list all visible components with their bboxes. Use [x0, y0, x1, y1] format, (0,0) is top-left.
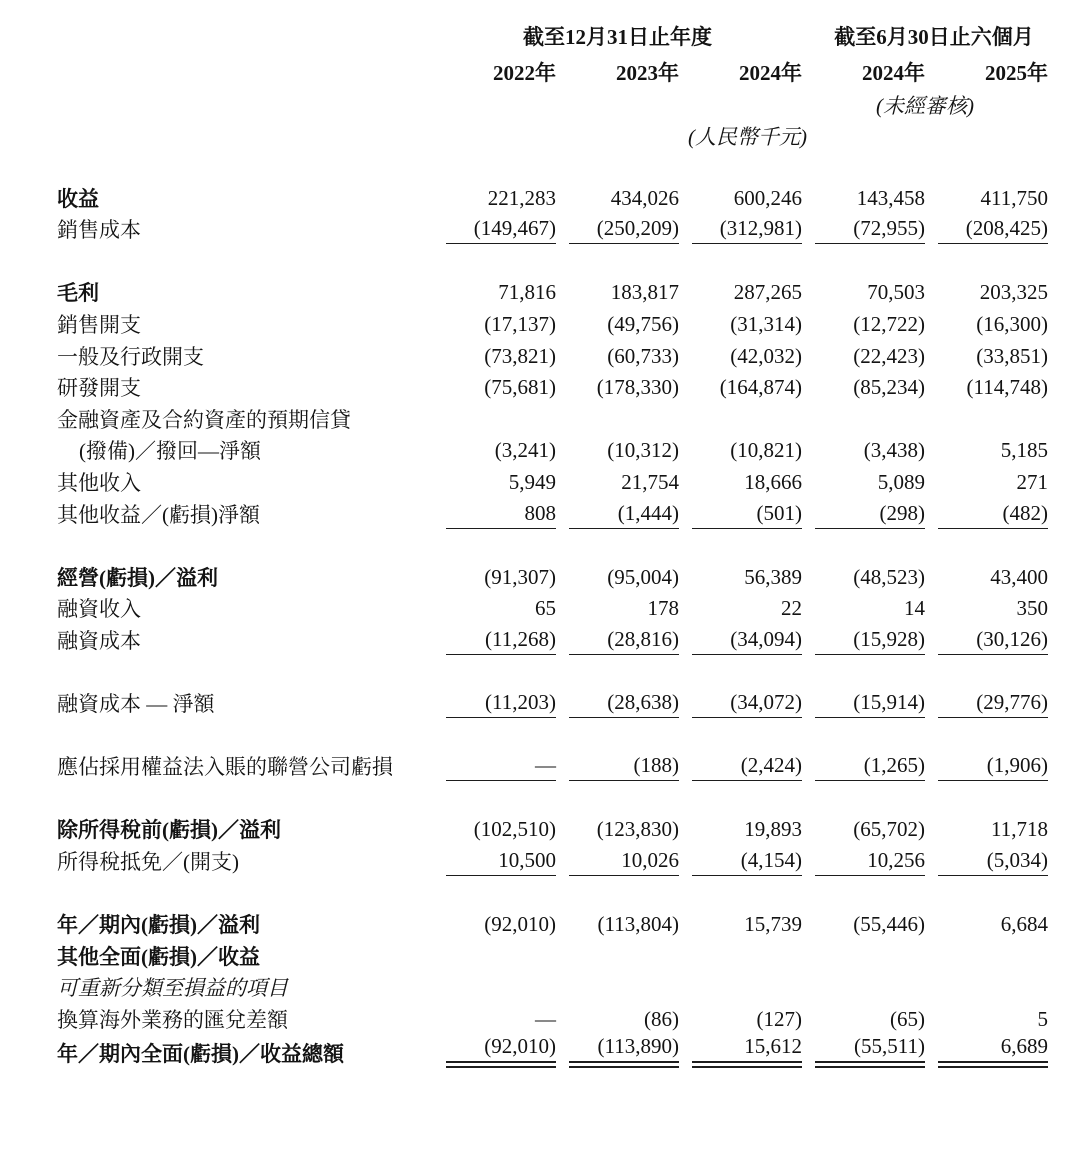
row-label: 融資收入	[57, 597, 141, 622]
row-label: 其他收益／(虧損)淨額	[57, 502, 260, 527]
cell-text: 15,612	[692, 1034, 802, 1068]
cell-text: (22,423)	[853, 343, 925, 368]
cell-value	[433, 465, 556, 497]
cell-text: (72,955)	[815, 216, 925, 244]
cell-value	[802, 1002, 925, 1034]
table-row	[57, 434, 1048, 466]
cell-text: (178,330)	[596, 375, 679, 400]
interim-period-header: 截至6月30日止六個月	[834, 25, 1034, 49]
cell-value	[433, 371, 556, 403]
cell-text: 287,265	[733, 280, 802, 305]
cell-text: (42,032)	[730, 343, 802, 368]
cell-text: 5,089	[877, 469, 925, 494]
row-label: 所得稅抵免／(開支)	[57, 850, 239, 875]
row-label: 研發開支	[57, 376, 141, 401]
cell-value	[433, 844, 556, 876]
cell-value	[925, 687, 1048, 719]
table-row	[57, 623, 1048, 655]
row-label: 可重新分類至損益的項目	[57, 976, 288, 1001]
cell-text	[446, 978, 556, 1002]
cell-value	[679, 592, 802, 624]
cell-text: (298)	[815, 501, 925, 529]
cell-value	[925, 371, 1048, 403]
cell-value	[433, 592, 556, 624]
cell-value	[679, 339, 802, 371]
cell-value	[802, 908, 925, 940]
cell-value	[925, 971, 1048, 1003]
year-header-2023: 2023年	[616, 61, 679, 85]
cell-value	[679, 560, 802, 592]
cell-value	[679, 750, 802, 782]
row-label: 換算海外業務的匯兌差額	[57, 1008, 288, 1033]
cell-text: (48,523)	[853, 564, 925, 589]
cell-text: 70,503	[867, 280, 925, 305]
cell-value	[556, 1002, 679, 1034]
cell-value	[556, 307, 679, 339]
cell-text: (501)	[692, 501, 802, 529]
table-row	[57, 971, 1048, 1003]
row-label: (撥備)／撥回—淨額	[79, 439, 261, 464]
cell-text: 19,893	[744, 817, 802, 842]
currency-unit-note: (人民幣千元)	[688, 125, 807, 149]
cell-value	[925, 497, 1048, 529]
cell-value	[679, 1034, 802, 1068]
cell-value	[679, 276, 802, 308]
row-label: 銷售開支	[57, 312, 141, 337]
cell-text: 71,816	[498, 280, 556, 305]
cell-text: 350	[1016, 596, 1048, 621]
table-row	[57, 307, 1048, 339]
cell-value	[433, 339, 556, 371]
cell-text: (65,702)	[853, 817, 925, 842]
cell-value	[679, 371, 802, 403]
cell-value	[679, 939, 802, 971]
cell-value	[556, 1034, 679, 1068]
cell-text: (127)	[756, 1007, 802, 1032]
table-row	[57, 750, 1048, 782]
cell-value	[802, 623, 925, 655]
cell-text	[692, 947, 802, 971]
cell-value	[556, 971, 679, 1003]
cell-value	[802, 465, 925, 497]
cell-text: 5,949	[508, 469, 556, 494]
cell-value	[679, 687, 802, 719]
header-gap	[57, 151, 1048, 181]
cell-value	[802, 750, 925, 782]
cell-value	[802, 971, 925, 1003]
cell-value	[802, 939, 925, 971]
cell-value	[925, 560, 1048, 592]
cell-text	[569, 978, 679, 1002]
cell-value	[556, 276, 679, 308]
row-label: 毛利	[57, 281, 99, 306]
unaudited-note: (未經審核)	[876, 94, 974, 118]
cell-value	[925, 592, 1048, 624]
table-row	[57, 213, 1048, 245]
cell-value	[433, 307, 556, 339]
row-label: 收益	[57, 186, 99, 211]
cell-value	[679, 844, 802, 876]
cell-text: (12,722)	[853, 311, 925, 336]
cell-text: (113,890)	[569, 1034, 679, 1068]
cell-text	[569, 947, 679, 971]
cell-text: (114,748)	[966, 375, 1048, 400]
cell-value	[556, 592, 679, 624]
row-label: 一般及行政開支	[57, 344, 204, 369]
cell-value	[802, 844, 925, 876]
cell-value	[556, 908, 679, 940]
cell-value	[433, 560, 556, 592]
cell-value	[925, 939, 1048, 971]
cell-value	[556, 750, 679, 782]
annual-period-header: 截至12月31日止年度	[523, 25, 712, 49]
year-header-2024: 2024年	[739, 61, 802, 85]
cell-value	[925, 465, 1048, 497]
cell-value	[433, 687, 556, 719]
cell-text: (15,914)	[815, 690, 925, 718]
cell-text	[938, 410, 1048, 434]
cell-value	[802, 213, 925, 245]
cell-text: (75,681)	[484, 375, 556, 400]
cell-value	[433, 497, 556, 529]
cell-value	[679, 813, 802, 845]
cell-text: 10,026	[569, 848, 679, 876]
cell-value	[556, 844, 679, 876]
cell-text: (123,830)	[596, 817, 679, 842]
cell-text	[446, 410, 556, 434]
cell-text: 21,754	[621, 469, 679, 494]
cell-text	[569, 410, 679, 434]
cell-text: (1,444)	[569, 501, 679, 529]
cell-text	[692, 410, 802, 434]
cell-text: —	[446, 753, 556, 781]
header-spacer	[57, 87, 802, 120]
cell-text: 6,684	[1000, 912, 1048, 937]
cell-text: (10,312)	[607, 438, 679, 463]
cell-value	[433, 750, 556, 782]
cell-text: (28,816)	[569, 627, 679, 655]
cell-value	[556, 213, 679, 245]
cell-text: (55,511)	[815, 1034, 925, 1068]
cell-value	[679, 213, 802, 245]
cell-text: (28,638)	[569, 690, 679, 718]
cell-value	[925, 402, 1048, 434]
cell-value	[925, 434, 1048, 466]
spacer-row	[57, 718, 1048, 750]
cell-value	[433, 1034, 556, 1068]
year-header-row	[57, 51, 1048, 87]
cell-value	[679, 434, 802, 466]
cell-text: (91,307)	[484, 564, 556, 589]
cell-text: 183,817	[610, 280, 679, 305]
cell-text: 6,689	[938, 1034, 1048, 1068]
cell-text: (250,209)	[569, 216, 679, 244]
cell-value	[925, 908, 1048, 940]
cell-value	[433, 939, 556, 971]
cell-value	[433, 813, 556, 845]
year-header-2022: 2022年	[493, 61, 556, 85]
table-row	[57, 465, 1048, 497]
cell-value	[433, 1002, 556, 1034]
cell-text: (149,467)	[446, 216, 556, 244]
cell-text	[446, 947, 556, 971]
cell-value	[556, 465, 679, 497]
cell-text: (30,126)	[938, 627, 1048, 655]
row-label: 融資成本 — 淨額	[57, 692, 215, 717]
table-row	[57, 1034, 1048, 1068]
table-row	[57, 813, 1048, 845]
row-label: 應佔採用權益法入賬的聯營公司虧損	[57, 755, 393, 780]
cell-value	[556, 181, 679, 213]
cell-text: 5	[1037, 1007, 1048, 1032]
cell-value	[802, 402, 925, 434]
cell-value	[556, 371, 679, 403]
year-header-2025-interim: 2025年	[985, 61, 1048, 85]
table-header	[57, 14, 1048, 181]
cell-value	[925, 623, 1048, 655]
cell-text: (31,314)	[730, 311, 802, 336]
cell-text: (113,804)	[597, 912, 679, 937]
cell-value	[925, 813, 1048, 845]
cell-value	[556, 560, 679, 592]
cell-text: 15,739	[744, 912, 802, 937]
cell-text	[815, 978, 925, 1002]
table-row	[57, 497, 1048, 529]
cell-text: (55,446)	[853, 912, 925, 937]
header-spacer	[57, 51, 433, 87]
cell-value	[925, 213, 1048, 245]
cell-text: (17,137)	[484, 311, 556, 336]
cell-value	[433, 181, 556, 213]
cell-text: 11,718	[991, 817, 1048, 842]
table-row	[57, 939, 1048, 971]
cell-text: (164,874)	[719, 375, 802, 400]
row-label: 年／期內全面(虧損)／收益總額	[57, 1042, 344, 1067]
cell-text: 808	[446, 501, 556, 529]
spacer-row	[57, 529, 1048, 561]
table-row	[57, 402, 1048, 434]
cell-text: (3,438)	[863, 438, 925, 463]
cell-text: 221,283	[487, 185, 556, 210]
cell-value	[802, 560, 925, 592]
cell-value	[556, 813, 679, 845]
cell-value	[433, 213, 556, 245]
cell-value	[925, 1034, 1048, 1068]
cell-text: 14	[904, 596, 925, 621]
cell-value	[679, 908, 802, 940]
table-body	[57, 181, 1048, 1068]
cell-value	[556, 687, 679, 719]
table-row	[57, 844, 1048, 876]
cell-value	[802, 497, 925, 529]
cell-text: (208,425)	[938, 216, 1048, 244]
cell-text: (3,241)	[494, 438, 556, 463]
cell-text: (85,234)	[853, 375, 925, 400]
cell-value	[802, 339, 925, 371]
cell-value	[556, 623, 679, 655]
cell-text: (92,010)	[484, 912, 556, 937]
row-label: 融資成本	[57, 628, 141, 653]
table-row	[57, 339, 1048, 371]
cell-text: (10,821)	[730, 438, 802, 463]
cell-text: 10,500	[446, 848, 556, 876]
table-row	[57, 908, 1048, 940]
cell-value	[679, 181, 802, 213]
cell-value	[802, 371, 925, 403]
cell-text: (34,094)	[692, 627, 802, 655]
cell-text: (34,072)	[692, 690, 802, 718]
cell-text: (312,981)	[692, 216, 802, 244]
cell-value	[925, 844, 1048, 876]
cell-text	[815, 947, 925, 971]
cell-value	[679, 465, 802, 497]
row-label: 其他全面(虧損)／收益	[57, 944, 260, 969]
cell-value	[679, 1002, 802, 1034]
cell-value	[802, 434, 925, 466]
cell-value	[679, 307, 802, 339]
cell-text: (4,154)	[692, 848, 802, 876]
spacer-row	[57, 655, 1048, 687]
cell-value	[925, 1002, 1048, 1034]
cell-text: 56,389	[744, 564, 802, 589]
period-group-row	[57, 14, 1048, 51]
cell-value	[925, 750, 1048, 782]
table-row	[57, 371, 1048, 403]
cell-text: 5,185	[1000, 438, 1048, 463]
table-row	[57, 276, 1048, 308]
cell-text: (188)	[569, 753, 679, 781]
cell-text: 65	[535, 596, 556, 621]
cell-text: (16,300)	[976, 311, 1048, 336]
cell-value	[556, 434, 679, 466]
table-row	[57, 687, 1048, 719]
cell-value	[802, 592, 925, 624]
cell-text: 411,750	[980, 185, 1048, 210]
cell-text: (29,776)	[938, 690, 1048, 718]
cell-value	[802, 1034, 925, 1068]
cell-value	[802, 687, 925, 719]
cell-text: (102,510)	[473, 817, 556, 842]
cell-text: (86)	[644, 1007, 679, 1032]
cell-value	[925, 339, 1048, 371]
cell-text: 10,256	[815, 848, 925, 876]
cell-text: 143,458	[856, 185, 925, 210]
cell-text: (15,928)	[815, 627, 925, 655]
cell-text: (33,851)	[976, 343, 1048, 368]
row-label: 經營(虧損)／溢利	[57, 565, 218, 590]
cell-value	[925, 181, 1048, 213]
unit-note-row	[57, 120, 1048, 151]
cell-value	[433, 623, 556, 655]
year-header-2024-interim: 2024年	[862, 61, 925, 85]
cell-value	[433, 402, 556, 434]
header-spacer	[57, 120, 433, 151]
table-row	[57, 592, 1048, 624]
cell-text: (5,034)	[938, 848, 1048, 876]
income-statement-table	[57, 14, 1048, 1068]
cell-value	[433, 276, 556, 308]
cell-text: —	[535, 1007, 556, 1032]
cell-value	[925, 307, 1048, 339]
cell-value	[802, 276, 925, 308]
cell-text: 18,666	[744, 469, 802, 494]
spacer-row	[57, 244, 1048, 276]
cell-text: (11,203)	[446, 690, 556, 718]
spacer-row	[57, 876, 1048, 908]
cell-text: (1,906)	[938, 753, 1048, 781]
header-spacer	[57, 14, 433, 51]
table-row	[57, 1002, 1048, 1034]
cell-text	[938, 978, 1048, 1002]
cell-value	[556, 402, 679, 434]
cell-value	[556, 497, 679, 529]
cell-text: (482)	[938, 501, 1048, 529]
cell-value	[556, 939, 679, 971]
cell-value	[556, 339, 679, 371]
cell-text: 434,026	[610, 185, 679, 210]
cell-text: (2,424)	[692, 753, 802, 781]
cell-text: 203,325	[979, 280, 1048, 305]
table-row	[57, 181, 1048, 213]
cell-text: 178	[647, 596, 679, 621]
cell-text	[938, 947, 1048, 971]
cell-text: (49,756)	[607, 311, 679, 336]
cell-value	[679, 497, 802, 529]
cell-value	[925, 276, 1048, 308]
row-label: 除所得稅前(虧損)／溢利	[57, 818, 281, 843]
table-row	[57, 560, 1048, 592]
cell-text: (73,821)	[484, 343, 556, 368]
cell-text: 271	[1016, 469, 1048, 494]
cell-text: (95,004)	[607, 564, 679, 589]
cell-text	[692, 978, 802, 1002]
cell-text: 43,400	[990, 564, 1048, 589]
row-label: 銷售成本	[57, 218, 141, 243]
cell-text: (60,733)	[607, 343, 679, 368]
cell-text: 22	[781, 596, 802, 621]
cell-text: (1,265)	[815, 753, 925, 781]
cell-value	[679, 623, 802, 655]
unaudited-note-row	[57, 87, 1048, 120]
cell-value	[679, 971, 802, 1003]
cell-value	[802, 307, 925, 339]
cell-text: 600,246	[733, 185, 802, 210]
row-label: 年／期內(虧損)／溢利	[57, 913, 260, 938]
cell-value	[802, 813, 925, 845]
cell-value	[433, 434, 556, 466]
cell-text	[815, 410, 925, 434]
cell-text: (92,010)	[446, 1034, 556, 1068]
cell-value	[433, 908, 556, 940]
spacer-row	[57, 781, 1048, 813]
cell-value	[679, 402, 802, 434]
cell-value	[802, 181, 925, 213]
cell-text: (65)	[890, 1007, 925, 1032]
row-label: 金融資產及合約資產的預期信貸	[57, 407, 351, 432]
row-label: 其他收入	[57, 470, 141, 495]
cell-text: (11,268)	[446, 627, 556, 655]
cell-value	[433, 971, 556, 1003]
